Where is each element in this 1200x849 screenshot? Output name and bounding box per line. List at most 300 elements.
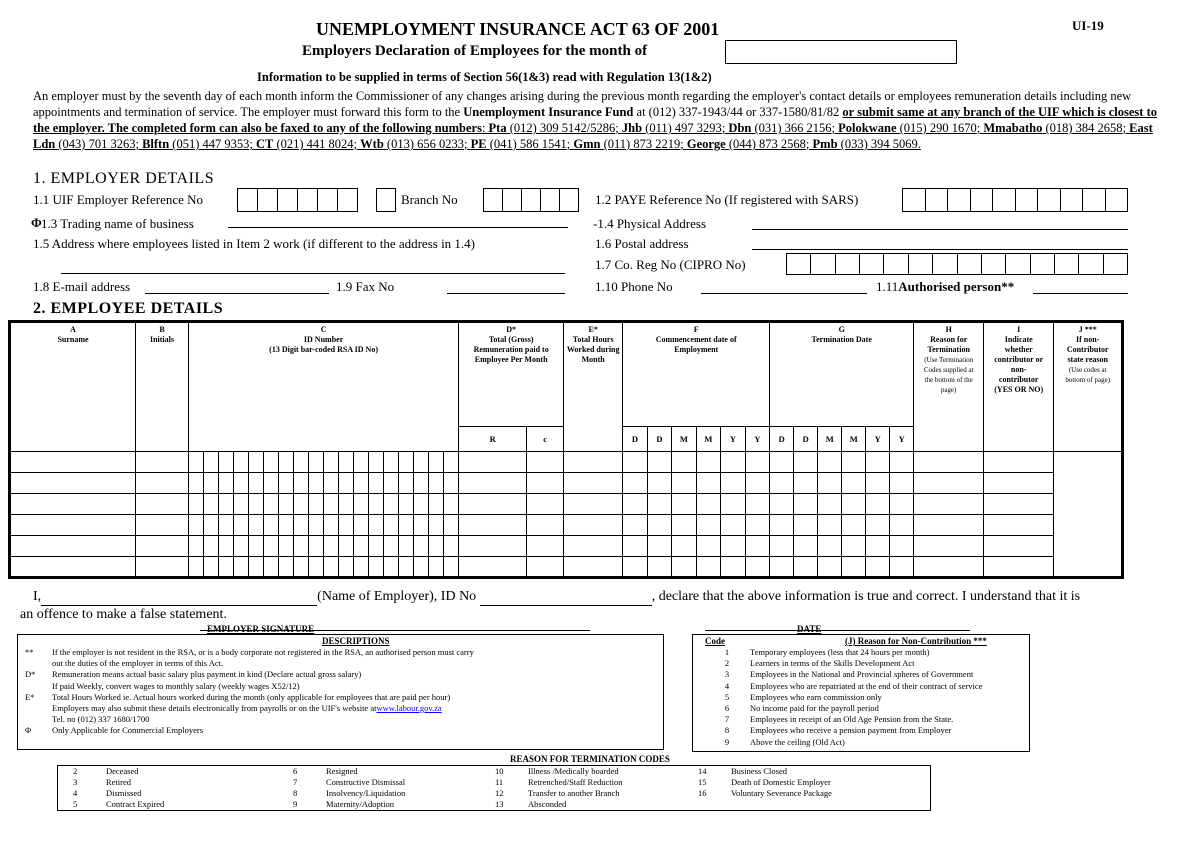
table-cell[interactable] [623,452,648,473]
table-cell[interactable] [672,515,697,536]
table-cell[interactable] [444,473,459,494]
table-cell[interactable] [866,557,890,578]
table-cell[interactable] [204,494,219,515]
table-cell[interactable] [818,557,842,578]
table-cell[interactable] [770,494,794,515]
table-cell[interactable] [866,494,890,515]
table-cell[interactable] [279,494,294,515]
nc-row: 2 Learners in terms of the Skills Development Act [724,658,915,669]
table-cell[interactable] [647,515,672,536]
table-cell[interactable] [527,536,564,557]
table-cell[interactable] [234,557,249,578]
table-cell[interactable] [890,494,914,515]
employee-table [8,320,1124,579]
table-row [10,515,1123,536]
table-cell[interactable] [249,536,264,557]
table-cell[interactable] [696,536,721,557]
rand-subheader: R [459,427,527,452]
table-cell[interactable] [444,452,459,473]
table-cell[interactable] [794,494,818,515]
employer-name-input[interactable] [41,589,317,606]
table-cell[interactable] [354,536,369,557]
table-cell[interactable] [564,557,623,578]
table-cell[interactable] [842,515,866,536]
table-cell[interactable] [672,452,697,473]
date-sub: D [794,427,818,452]
table-cell[interactable] [647,536,672,557]
table-cell[interactable] [384,473,399,494]
table-cell[interactable] [696,494,721,515]
table-cell[interactable] [745,494,770,515]
table-cell[interactable] [696,473,721,494]
table-cell[interactable] [647,473,672,494]
table-cell[interactable] [842,557,866,578]
termination-reason: Business Closed [731,766,787,776]
table-cell[interactable] [444,536,459,557]
table-cell[interactable] [324,494,339,515]
table-cell[interactable] [189,494,204,515]
table-cell[interactable] [309,494,324,515]
table-cell[interactable] [354,494,369,515]
table-cell[interactable] [10,515,136,536]
table-cell[interactable] [324,452,339,473]
table-cell[interactable] [264,473,279,494]
table-cell[interactable] [294,515,309,536]
table-cell[interactable] [264,557,279,578]
cipro-input[interactable] [786,253,1128,275]
table-cell[interactable] [279,557,294,578]
table-cell[interactable] [444,494,459,515]
declaration-line-2: an offence to make a false statement. [20,607,227,622]
table-cell[interactable] [189,557,204,578]
table-cell[interactable] [794,473,818,494]
description-row: D* Remuneration means actual basic salary plus payment in kind (Declare actual gross salary) [25,669,362,680]
table-cell[interactable] [399,515,414,536]
table-cell[interactable] [842,452,866,473]
authorised-person-label: 1.11Authorised person** [876,279,1015,294]
table-cell[interactable] [866,536,890,557]
table-cell[interactable] [794,515,818,536]
table-cell[interactable] [369,473,384,494]
table-cell[interactable] [369,536,384,557]
table-cell[interactable] [890,452,914,473]
table-cell[interactable] [647,557,672,578]
table-cell[interactable] [399,494,414,515]
table-cell[interactable] [429,515,444,536]
table-cell[interactable] [745,557,770,578]
table-cell[interactable] [324,536,339,557]
phi-mark: Φ [31,215,42,230]
uif-ref-check-input[interactable] [376,188,396,212]
nc-row: 5 Employees who earn commission only [724,691,882,702]
info-heading: Information to be supplied in terms of Section 56(1&3) read with Regulation 13(1&2) [257,70,712,84]
table-cell[interactable] [234,473,249,494]
table-cell[interactable] [984,536,1054,557]
table-cell[interactable] [984,452,1054,473]
table-cell[interactable] [527,515,564,536]
table-cell[interactable] [745,452,770,473]
table-cell[interactable] [234,515,249,536]
date-sub: D [647,427,672,452]
table-cell[interactable] [672,494,697,515]
table-cell[interactable] [414,536,429,557]
table-cell[interactable] [219,494,234,515]
table-cell[interactable] [10,536,136,557]
date-sub: Y [890,427,914,452]
table-cell[interactable] [249,515,264,536]
termination-reason: Constructive Dismissal [326,777,406,787]
table-cell[interactable] [264,515,279,536]
table-cell[interactable] [339,494,354,515]
table-cell[interactable] [721,515,746,536]
table-cell[interactable] [564,473,623,494]
table-cell[interactable] [354,452,369,473]
table-cell[interactable] [10,452,136,473]
table-cell[interactable] [369,494,384,515]
table-cell[interactable] [842,536,866,557]
table-cell[interactable] [384,557,399,578]
table-cell[interactable] [429,452,444,473]
table-cell[interactable] [459,557,527,578]
table-cell[interactable] [219,473,234,494]
table-cell[interactable] [721,452,746,473]
table-cell[interactable] [623,515,648,536]
termination-title: REASON FOR TERMINATION CODES [510,754,670,764]
table-cell[interactable] [219,557,234,578]
table-cell[interactable] [890,515,914,536]
description-row: E* Total Hours Worked ie. Actual hours worked during the month (only applicable for employees that are paid per hour) [25,691,451,702]
table-cell[interactable] [294,557,309,578]
table-cell[interactable] [770,473,794,494]
table-cell[interactable] [745,473,770,494]
fax-input[interactable] [447,293,565,294]
table-cell[interactable] [564,494,623,515]
table-cell[interactable] [399,536,414,557]
table-cell[interactable] [414,515,429,536]
table-cell[interactable] [10,473,136,494]
table-cell[interactable] [204,557,219,578]
table-cell[interactable] [189,473,204,494]
table-cell[interactable] [623,536,648,557]
table-cell[interactable] [745,536,770,557]
date-sub: M [842,427,866,452]
table-cell[interactable] [984,494,1054,515]
date-sub: Y [866,427,890,452]
table-cell[interactable] [914,515,984,536]
table-cell[interactable] [136,515,189,536]
uif-ref-input[interactable] [237,188,358,212]
table-cell[interactable] [309,452,324,473]
table-cell[interactable] [309,557,324,578]
table-row [10,452,1123,473]
table-cell[interactable] [264,452,279,473]
termination-reason: Resigned [326,766,358,776]
date-sub: M [696,427,721,452]
table-cell[interactable] [866,473,890,494]
table-cell[interactable] [294,473,309,494]
table-cell[interactable] [459,494,527,515]
col-e-header: E* Total Hours Worked during Month [564,322,623,452]
table-cell[interactable] [459,452,527,473]
nc-list [707,647,1027,748]
table-cell[interactable] [249,473,264,494]
termination-code: 6 [293,766,298,776]
table-cell[interactable] [294,536,309,557]
table-cell[interactable] [721,494,746,515]
termination-reason: Retired [106,777,132,787]
table-cell[interactable] [459,536,527,557]
table-cell[interactable] [219,515,234,536]
date-sub: M [672,427,697,452]
table-cell[interactable] [770,452,794,473]
table-cell[interactable] [339,536,354,557]
table-cell[interactable] [324,473,339,494]
table-cell[interactable] [189,536,204,557]
table-cell[interactable] [429,473,444,494]
termination-codes-box [57,765,931,811]
table-cell[interactable] [623,473,648,494]
table-cell[interactable] [890,536,914,557]
table-cell[interactable] [339,515,354,536]
table-cell[interactable] [279,536,294,557]
table-cell[interactable] [721,473,746,494]
postal-address-label: 1.6 Postal address [595,236,689,251]
table-cell[interactable] [189,452,204,473]
table-cell[interactable] [339,452,354,473]
table-cell[interactable] [136,494,189,515]
table-cell[interactable] [294,452,309,473]
table-cell[interactable] [696,452,721,473]
table-cell[interactable] [696,557,721,578]
date-sub: Y [745,427,770,452]
description-row: Employers may also submit these details electronically from payrolls or on the UIF's website at www.labour.gov.za [52,703,442,714]
authorised-person-input[interactable] [1033,293,1128,294]
table-cell[interactable] [459,515,527,536]
table-cell[interactable] [444,557,459,578]
table-cell[interactable] [234,536,249,557]
table-cell[interactable] [623,557,648,578]
table-cell[interactable] [384,515,399,536]
termination-reason: Voluntary Severance Package [731,788,832,798]
table-cell[interactable] [794,536,818,557]
table-cell[interactable] [354,515,369,536]
trading-name-input[interactable] [228,227,568,228]
table-cell[interactable] [672,536,697,557]
table-cell[interactable] [136,452,189,473]
form-code: UI-19 [1072,18,1104,33]
table-cell[interactable] [204,536,219,557]
table-cell[interactable] [564,536,623,557]
month-input[interactable] [725,40,957,64]
work-address-input[interactable] [61,273,565,274]
table-cell[interactable] [721,557,746,578]
table-cell[interactable] [204,452,219,473]
table-cell[interactable] [984,473,1054,494]
table-cell[interactable] [279,473,294,494]
table-cell[interactable] [770,515,794,536]
table-cell[interactable] [818,494,842,515]
table-cell[interactable] [527,452,564,473]
table-cell[interactable] [279,515,294,536]
table-cell[interactable] [414,473,429,494]
table-cell[interactable] [399,557,414,578]
table-cell[interactable] [672,473,697,494]
table-cell[interactable] [647,452,672,473]
table-cell[interactable] [339,557,354,578]
work-address-label: 1.5 Address where employees listed in Item 2 work (if different to the address in 1.4) [33,236,476,251]
table-cell[interactable] [279,452,294,473]
fax-number-list: Pta (012) 309 5142/5286; Jhb (011) 497 3293; Dbn (031) 366 2156; Polokwane (015) 290 1670; Mmabatho (018) 384 2658; East Ldn (043) 701 3263; Blftn (051) 447 9353; CT (021) 441 8024; Wtb (013) 656 0233; PE (041) 586 1541; Gmn (011) 873 2219; George (044) 873 2568; Pmb (033) 394 5069. [33,121,1153,151]
table-cell[interactable] [429,494,444,515]
table-cell[interactable] [794,557,818,578]
table-cell[interactable] [10,557,136,578]
table-cell[interactable] [219,452,234,473]
table-cell[interactable] [136,536,189,557]
table-row [10,473,1123,494]
col-h-header: H Reason for Termination (Use Termination Codes supplied at the bottom of the page) [914,322,984,452]
termination-code: 8 [293,788,298,798]
table-cell[interactable] [770,536,794,557]
table-cell[interactable] [10,494,136,515]
table-cell[interactable] [294,494,309,515]
table-cell[interactable] [136,557,189,578]
table-cell[interactable] [324,557,339,578]
table-cell[interactable] [309,536,324,557]
table-cell[interactable] [189,515,204,536]
table-cell[interactable] [527,557,564,578]
nc-row: 1 Temporary employees (less that 24 hours per month) [724,647,930,657]
table-cell[interactable] [842,473,866,494]
termination-reason: Transfer to another Branch [528,788,620,798]
table-cell[interactable] [399,473,414,494]
table-cell[interactable] [890,473,914,494]
table-cell[interactable] [414,557,429,578]
termination-code: 11 [495,777,504,787]
termination-reason: Contract Expired [106,799,165,809]
table-cell[interactable] [309,473,324,494]
col-b-header: B Initials [136,322,189,452]
table-cell[interactable] [696,515,721,536]
table-cell[interactable] [672,557,697,578]
table-cell[interactable] [564,452,623,473]
table-cell[interactable] [369,557,384,578]
table-cell[interactable] [369,515,384,536]
table-cell[interactable] [399,452,414,473]
table-cell[interactable] [914,494,984,515]
table-cell[interactable] [354,557,369,578]
nc-title: (J) Reason for Non-Contribution *** [845,636,987,646]
paye-input[interactable] [902,188,1128,212]
phone-input[interactable] [701,293,867,294]
termination-code: 10 [495,766,504,776]
table-cell[interactable] [818,473,842,494]
termination-code: 5 [73,799,78,809]
table-cell[interactable] [384,494,399,515]
table-cell[interactable] [429,536,444,557]
physical-address-input[interactable] [752,229,1128,230]
termination-reason: Dismissed [106,788,142,798]
table-cell[interactable] [339,473,354,494]
postal-address-input[interactable] [752,249,1128,250]
table-cell[interactable] [204,515,219,536]
table-cell[interactable] [770,557,794,578]
table-row [10,557,1123,578]
table-cell[interactable] [204,473,219,494]
table-cell[interactable] [914,557,984,578]
table-cell[interactable] [369,452,384,473]
table-cell[interactable] [136,473,189,494]
table-cell[interactable] [647,494,672,515]
table-cell[interactable] [264,536,279,557]
table-cell[interactable] [429,557,444,578]
table-cell[interactable] [914,473,984,494]
table-cell[interactable] [324,515,339,536]
date-sub: Y [721,427,746,452]
employer-id-input[interactable] [480,589,652,606]
table-cell[interactable] [527,494,564,515]
table-cell[interactable] [984,557,1054,578]
table-cell[interactable] [219,536,234,557]
table-cell[interactable] [414,452,429,473]
table-cell[interactable] [914,536,984,557]
table-cell[interactable] [890,557,914,578]
table-cell[interactable] [414,494,429,515]
table-cell[interactable] [264,494,279,515]
table-cell[interactable] [984,515,1054,536]
table-cell[interactable] [249,557,264,578]
table-cell[interactable] [842,494,866,515]
table-cell[interactable] [354,473,369,494]
table-cell[interactable] [818,452,842,473]
table-cell[interactable] [234,494,249,515]
col-d-header: D* Total (Gross) Remuneration paid to Employee Per Month [459,322,564,427]
table-cell[interactable] [459,473,527,494]
date-input[interactable] [705,630,970,631]
table-cell[interactable] [564,515,623,536]
termination-reason: Deceased [106,766,139,776]
table-cell[interactable] [745,515,770,536]
employer-heading: 1. EMPLOYER DETAILS [33,170,215,187]
table-cell[interactable] [866,452,890,473]
table-cell[interactable] [249,452,264,473]
termination-code: 13 [495,799,504,809]
table-cell[interactable] [721,536,746,557]
table-cell[interactable] [309,515,324,536]
branch-input[interactable] [483,188,579,212]
table-cell[interactable] [623,494,648,515]
labour-website-link[interactable]: www.labour.gov.za [376,703,442,714]
email-input[interactable] [145,293,329,294]
email-label: 1.8 E-mail address [33,279,131,294]
table-cell[interactable] [384,536,399,557]
table-cell[interactable] [914,452,984,473]
table-cell[interactable] [794,452,818,473]
table-cell[interactable] [866,515,890,536]
table-cell[interactable] [249,494,264,515]
table-cell[interactable] [234,452,249,473]
table-cell[interactable] [444,515,459,536]
table-cell[interactable] [818,515,842,536]
table-cell[interactable] [818,536,842,557]
col-f-header: F Commencement date of Employment [623,322,770,427]
table-cell[interactable] [527,473,564,494]
descriptions-title: DESCRIPTIONS [322,636,390,646]
col-i-header: I Indicate whether contributor or non-contributor (YES OR NO) [984,322,1054,452]
nc-row: 9 Above the ceiling (Old Act) [724,736,845,747]
form-subtitle: Employers Declaration of Employees for the month of [302,43,648,59]
descriptions-list [25,647,645,737]
table-cell[interactable] [384,452,399,473]
